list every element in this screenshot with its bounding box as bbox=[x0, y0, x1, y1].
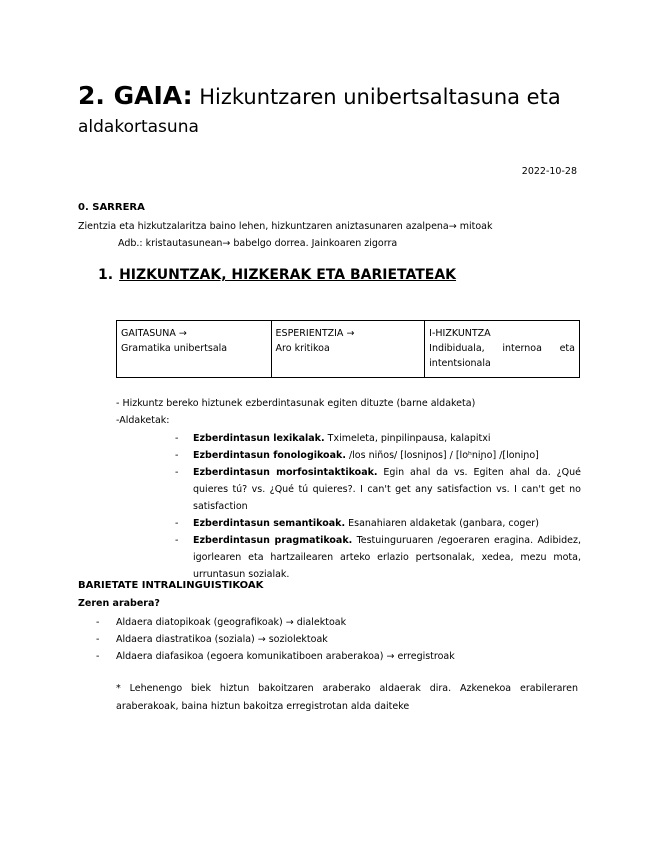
list-dash: - bbox=[96, 617, 100, 628]
list-dash: - bbox=[175, 467, 179, 478]
subheading-zeren-arabera: Zeren arabera? bbox=[78, 598, 160, 609]
title-text-continued: aldakortasuna bbox=[78, 117, 199, 137]
page-title bbox=[78, 81, 561, 110]
cell-text-justified bbox=[429, 341, 575, 356]
list-item-label: Ezberdintasun morfosintaktikoak. bbox=[193, 467, 378, 478]
aldaera-list bbox=[96, 614, 455, 665]
cell-word: eta bbox=[559, 343, 575, 354]
list-dash: - bbox=[175, 518, 179, 529]
list-item bbox=[96, 648, 455, 665]
title-text: Hizkuntzaren unibertsaltasuna eta bbox=[199, 85, 561, 109]
sarrera-line-1: Zientzia eta hizkutzalaritza baino lehen, hizkuntzaren aniztasunaren azalpena→ mitoak bbox=[78, 221, 493, 232]
concept-table bbox=[116, 320, 580, 378]
cell-text: Aro kritikoa bbox=[275, 343, 330, 354]
table-cell-esperientzia bbox=[271, 321, 425, 378]
list-item bbox=[175, 464, 581, 515]
list-item-text: Testuinguruaren /egoeraren eragina. Adibidez, igorlearen eta hartzailearen arteko erlazio pertsonalak, xedea, mezu mota, urruntasun sozialak. bbox=[193, 535, 581, 580]
note-paragraph: * Lehenengo biek hiztun bakoitzaren araberako aldaerak dira. Azkenekoa erabileraren araberakoak, baina hiztun bakoitza erregistrotan alda daiteke bbox=[116, 683, 578, 712]
cell-heading: I-HIZKUNTZA bbox=[429, 328, 491, 339]
list-item bbox=[175, 430, 581, 447]
section-number: 1. bbox=[98, 267, 114, 283]
list-dash: - bbox=[175, 433, 179, 444]
cell-text: intentsionala bbox=[429, 358, 491, 369]
section-title: HIZKUNTZAK, HIZKERAK ETA BARIETATEAK bbox=[119, 267, 457, 283]
list-item-text: Aldaera diastratikoa (soziala) → soziolektoak bbox=[116, 634, 328, 645]
list-item-text: Aldaera diatopikoak (geografikoak) → dialektoak bbox=[116, 617, 347, 628]
list-dash: - bbox=[175, 535, 179, 546]
table-cell-i-hizkuntza bbox=[425, 321, 580, 378]
cell-word: internoa bbox=[502, 343, 542, 354]
list-item bbox=[96, 614, 455, 631]
sarrera-line-2: Adb.: kristautasunean→ babelgo dorrea. Jainkoaren zigorra bbox=[118, 238, 398, 249]
list-item-label: Ezberdintasun fonologikoak. bbox=[193, 450, 346, 461]
cell-heading: GAITASUNA → bbox=[121, 328, 187, 339]
table-cell-gaitasuna bbox=[117, 321, 272, 378]
aldaketak-list bbox=[175, 430, 581, 583]
list-item-label: Ezberdintasun semantikoak. bbox=[193, 518, 346, 529]
title-number: 2. GAIA: bbox=[78, 81, 193, 110]
cell-word: Indibiduala, bbox=[429, 343, 485, 354]
list-item bbox=[175, 447, 581, 464]
list-item bbox=[175, 515, 581, 532]
list-dash: - bbox=[96, 651, 100, 662]
list-item-text: Egin ahal da vs. Egiten ahal da. ¿Qué quieres tú? vs. ¿Qué tú quieres?. I can't get any satisfaction vs. I can't get no satisfaction bbox=[193, 467, 581, 512]
list-item-text: Aldaera diafasikoa (egoera komunikatiboen araberakoa) → erregistroak bbox=[116, 651, 455, 662]
section-heading-1 bbox=[98, 267, 456, 283]
list-item bbox=[175, 532, 581, 583]
cell-heading: ESPERIENTZIA → bbox=[275, 328, 355, 339]
section-heading-sarrera: 0. SARRERA bbox=[78, 202, 145, 213]
document-date: 2022-10-28 bbox=[521, 166, 577, 177]
list-item-text: Esanahiaren aldaketak (ganbara, coger) bbox=[345, 518, 539, 529]
paragraph-barne-aldaketa: - Hizkuntz bereko hiztunek ezberdintasunak egiten dituzte (barne aldaketa) bbox=[116, 398, 476, 409]
list-dash: - bbox=[96, 634, 100, 645]
list-item-label: Ezberdintasun lexikalak. bbox=[193, 433, 325, 444]
list-dash: - bbox=[175, 450, 179, 461]
list-item-text: /los niños/ [losniɲos] / [loʰniɲo] /[loniɲo] bbox=[345, 450, 539, 461]
paragraph-aldaketak: -Aldaketak: bbox=[116, 415, 170, 426]
list-item-text: Tximeleta, pinpilinpausa, kalapitxi bbox=[324, 433, 491, 444]
cell-text: Gramatika unibertsala bbox=[121, 343, 228, 354]
list-item-label: Ezberdintasun pragmatikoak. bbox=[193, 535, 353, 546]
list-item bbox=[96, 631, 455, 648]
section-heading-barietate: BARIETATE INTRALINGUISTIKOAK bbox=[78, 580, 264, 591]
